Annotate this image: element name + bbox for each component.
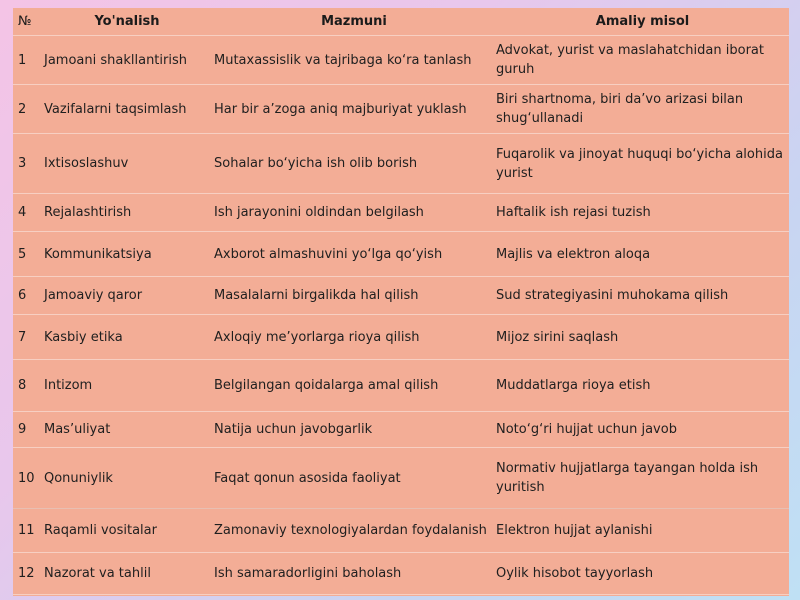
- table-row: [13, 509, 789, 553]
- table-row: [13, 553, 789, 595]
- row-direction: Kommunikatsiya: [42, 232, 212, 277]
- row-example: Advokat, yurist va maslahatchidan iborat guruh: [496, 36, 789, 85]
- row-meaning: Sohalar bo‘yicha ish olib borish: [212, 134, 496, 194]
- table-row: [13, 36, 789, 85]
- table-row: [13, 85, 789, 134]
- row-direction: Nazorat va tahlil: [42, 553, 212, 595]
- row-direction: Intizom: [42, 360, 212, 412]
- row-meaning: Ish samaradorligini baholash: [212, 553, 496, 595]
- row-direction: Ixtisoslashuv: [42, 134, 212, 194]
- row-meaning: Ish jarayonini oldindan belgilash: [212, 194, 496, 232]
- table-row: [13, 232, 789, 277]
- row-example: Elektron hujjat aylanishi: [496, 509, 789, 553]
- row-meaning: Axloqiy me’yorlarga rioya qilish: [212, 315, 496, 360]
- row-meaning: Har bir a’zoga aniq majburiyat yuklash: [212, 85, 496, 134]
- directions-table: [13, 8, 789, 595]
- row-example: Fuqarolik va jinoyat huquqi bo‘yicha alohida yurist: [496, 134, 789, 194]
- table-row: [13, 360, 789, 412]
- row-example: Mijoz sirini saqlash: [496, 315, 789, 360]
- row-meaning: Belgilangan qoidalarga amal qilish: [212, 360, 496, 412]
- row-example: Noto‘g‘ri hujjat uchun javob: [496, 412, 789, 448]
- header-example: Amaliy misol: [496, 8, 789, 36]
- row-direction: Kasbiy etika: [42, 315, 212, 360]
- header-meaning: Mazmuni: [212, 8, 496, 36]
- row-number: 3: [13, 134, 42, 194]
- row-meaning: Mutaxassislik va tajribaga ko‘ra tanlash: [212, 36, 496, 85]
- row-example: Sud strategiyasini muhokama qilish: [496, 277, 789, 315]
- row-direction: Rejalashtirish: [42, 194, 212, 232]
- row-direction: Jamoani shakllantirish: [42, 36, 212, 85]
- table-row: [13, 134, 789, 194]
- header-direction: Yo'nalish: [42, 8, 212, 36]
- table-row: [13, 194, 789, 232]
- table-header-row: [13, 8, 789, 36]
- row-number: 4: [13, 194, 42, 232]
- row-number: 1: [13, 36, 42, 85]
- row-example: Oylik hisobot tayyorlash: [496, 553, 789, 595]
- row-direction: Jamoaviy qaror: [42, 277, 212, 315]
- row-number: 10: [13, 448, 42, 509]
- row-number: 8: [13, 360, 42, 412]
- table-row: [13, 448, 789, 509]
- row-direction: Qonuniylik: [42, 448, 212, 509]
- row-meaning: Faqat qonun asosida faoliyat: [212, 448, 496, 509]
- row-number: 9: [13, 412, 42, 448]
- row-meaning: Zamonaviy texnologiyalardan foydalanish: [212, 509, 496, 553]
- row-meaning: Masalalarni birgalikda hal qilish: [212, 277, 496, 315]
- row-direction: Mas’uliyat: [42, 412, 212, 448]
- row-number: 2: [13, 85, 42, 134]
- table-panel: [13, 8, 789, 596]
- header-number: №: [13, 8, 42, 36]
- row-direction: Vazifalarni taqsimlash: [42, 85, 212, 134]
- row-number: 6: [13, 277, 42, 315]
- table-row: [13, 412, 789, 448]
- row-direction: Raqamli vositalar: [42, 509, 212, 553]
- table-row: [13, 315, 789, 360]
- row-example: Normativ hujjatlarga tayangan holda ish yuritish: [496, 448, 789, 509]
- row-number: 12: [13, 553, 42, 595]
- row-number: 7: [13, 315, 42, 360]
- row-example: Muddatlarga rioya etish: [496, 360, 789, 412]
- row-example: Biri shartnoma, biri da’vo arizasi bilan shug‘ullanadi: [496, 85, 789, 134]
- row-example: Majlis va elektron aloqa: [496, 232, 789, 277]
- table-row: [13, 277, 789, 315]
- row-number: 11: [13, 509, 42, 553]
- row-meaning: Natija uchun javobgarlik: [212, 412, 496, 448]
- row-meaning: Axborot almashuvini yo‘lga qo‘yish: [212, 232, 496, 277]
- row-number: 5: [13, 232, 42, 277]
- row-example: Haftalik ish rejasi tuzish: [496, 194, 789, 232]
